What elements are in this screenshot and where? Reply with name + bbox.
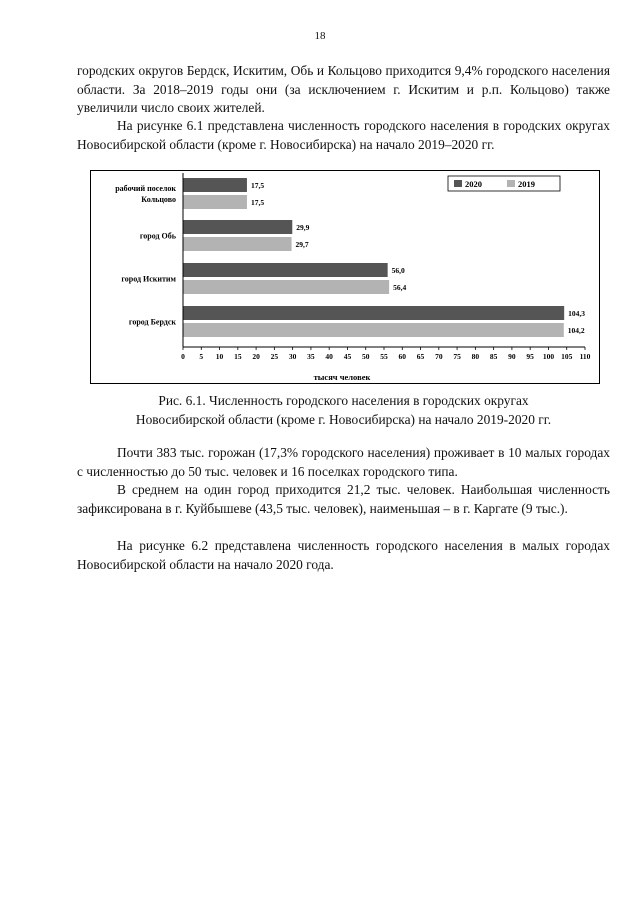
paragraph-figure-reference: На рисунке 6.1 представлена численность городского населения в городских округах Новосибирской области (кроме г. Новосибирска) на начало 2019–2020 гг. [77, 118, 610, 152]
data-label-2019-2: 56,4 [393, 283, 407, 292]
x-tick-label-75: 75 [453, 352, 461, 361]
x-tick-label-5: 5 [199, 352, 204, 361]
data-label-2019-0: 17,5 [250, 198, 265, 207]
category-label-3: город Бердск [128, 317, 176, 327]
figure-caption [77, 392, 610, 429]
x-tick-label-25: 25 [270, 352, 279, 361]
x-tick-label-45: 45 [343, 352, 352, 361]
paragraph-small-towns: Почти 383 тыс. горожан (17,3% городского населения) проживает в 10 малых городах с численностью до 50 тыс. человек и 16 поселках городского типа. [77, 445, 610, 479]
x-axis-title: тысяч человек [313, 372, 371, 382]
x-tick-label-90: 90 [508, 352, 516, 361]
x-tick-label-100: 100 [542, 352, 555, 361]
paragraph-average: В среднем на один город приходится 21,2 тыс. человек. Наибольшая численность зафиксирована в г. Куйбышеве (43,5 тыс. человек), наименьшая – в г. Каргате (9 тыс.). [77, 482, 610, 516]
legend-label-2020: 2020 [465, 179, 482, 189]
data-label-2020-0: 17,5 [250, 181, 265, 190]
legend-swatch-2020 [454, 180, 462, 187]
x-tick-label-10: 10 [215, 352, 224, 361]
caption-line-2: Новосибирской области (кроме г. Новосибирска) на начало 2019-2020 гг. [135, 411, 552, 427]
x-tick-label-15: 15 [234, 352, 242, 361]
population-bar-chart [90, 170, 600, 384]
bar-2020-1 [183, 220, 292, 234]
x-tick-label-105: 105 [561, 352, 573, 361]
bar-2019-3 [183, 323, 564, 337]
x-tick-label-110: 110 [579, 352, 591, 361]
legend-label-2019: 2019 [518, 179, 535, 189]
bar-2020-3 [183, 306, 564, 320]
x-tick-label-95: 95 [526, 352, 534, 361]
x-tick-label-65: 65 [416, 352, 425, 361]
x-tick-label-55: 55 [380, 352, 388, 361]
bar-2020-0 [183, 178, 247, 192]
paragraph-intro: городских округов Бердск, Искитим, Обь и Кольцово приходится 9,4% городского населения области. За 2018–2019 годы они (за исключением г. Искитим и р.п. Кольцово) также увеличили число своих жителей. [77, 63, 610, 116]
x-tick-label-40: 40 [325, 352, 333, 361]
data-label-2020-3: 104,3 [568, 309, 586, 318]
x-tick-label-60: 60 [398, 352, 407, 361]
x-tick-label-30: 30 [288, 352, 297, 361]
page-number: 18 [314, 30, 326, 42]
bar-2019-1 [183, 237, 292, 251]
x-tick-label-35: 35 [307, 352, 315, 361]
data-label-2019-3: 104,2 [567, 326, 585, 335]
data-label-2020-1: 29,9 [296, 223, 310, 232]
caption-line-1: Рис. 6.1. Численность городского населения в городских округах [158, 393, 529, 408]
category-label-0: рабочий поселок [115, 184, 176, 193]
x-tick-label-85: 85 [489, 352, 498, 361]
data-label-2020-2: 56,0 [391, 266, 405, 275]
bar-2019-0 [183, 195, 247, 209]
category-label-2: город Искитим [121, 274, 176, 284]
x-tick-label-50: 50 [361, 352, 370, 361]
category-label-1: город Обь [139, 231, 176, 241]
category-label-0: Кольцово [141, 195, 176, 204]
bar-2020-2 [183, 263, 388, 277]
x-tick-label-70: 70 [435, 352, 443, 361]
x-tick-label-20: 20 [252, 352, 260, 361]
data-label-2019-1: 29,7 [295, 240, 309, 249]
bar-2019-2 [183, 280, 389, 294]
legend-swatch-2019 [507, 180, 515, 187]
x-tick-label-0: 0 [181, 352, 185, 361]
x-tick-label-80: 80 [471, 352, 480, 361]
paragraph-next-figure: На рисунке 6.2 представлена численность городского населения в малых городах Новосибирской области на начало 2020 года. [77, 538, 610, 572]
